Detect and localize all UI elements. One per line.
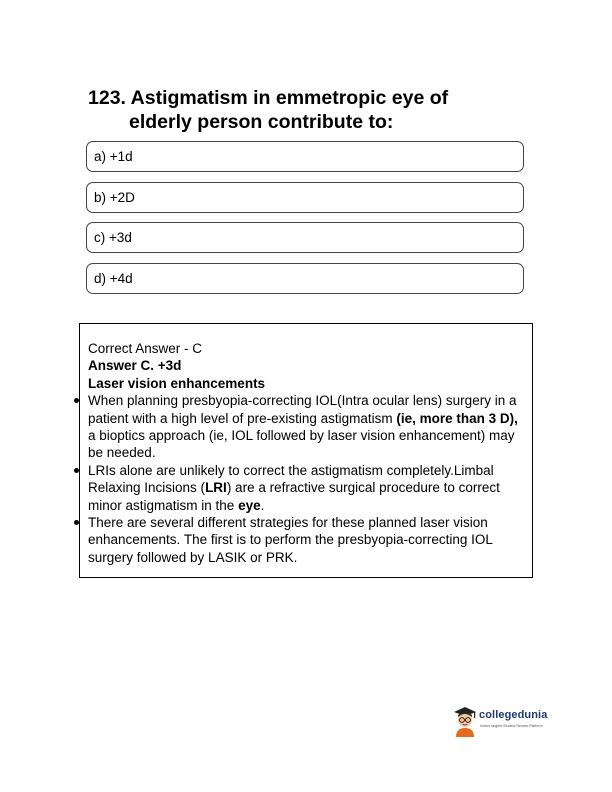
bullet-3-text-1: There are several different strategies for these planned laser vision enhancements. The first is to perform the presbyopia-correcting IOL surgery followed by LASIK or PRK. — [88, 515, 493, 565]
question-line-1: Astigmatism in emmetropic eye of — [130, 87, 449, 109]
bullet-dot-icon — [74, 468, 79, 473]
bullet-dot-icon — [74, 520, 79, 525]
answer-box — [79, 323, 533, 578]
bullet-item-1 — [88, 392, 528, 462]
answer-content — [88, 340, 528, 566]
bullet-2-text-1: LRIs alone are unlikely to correct the astigmatism completely.Limbal Relaxing Incisions ( — [88, 462, 494, 496]
question-line-2: elderly person contribute to: — [129, 111, 394, 133]
logo-tagline: India's largest Student Review Platform — [480, 724, 543, 728]
question-number: 123. — [88, 87, 126, 109]
bullet-1-bold-1: (ie, more than 3 D), — [396, 410, 518, 426]
bullet-2-text-3: . — [260, 497, 265, 513]
option-c[interactable]: c) +3d — [86, 222, 524, 253]
bullet-1-text-2: a bioptics approach (ie, IOL followed by laser vision enhancement) may be needed. — [88, 428, 515, 461]
bullet-item-2 — [88, 462, 528, 514]
bullet-dot-icon — [74, 398, 79, 403]
bullet-2-text-2: ) are a refractive surgical procedure to correct minor astigmatism in the — [88, 480, 500, 513]
mascot-icon — [452, 705, 478, 737]
logo-name: collegedunia — [479, 709, 548, 721]
bullet-1-text-1: When planning presbyopia-correcting IOL(Intra ocular lens) surgery in a patient with a high level of pre-existing astigmatism — [88, 393, 517, 426]
option-b[interactable]: b) +2D — [86, 182, 524, 213]
answer-heading: Answer C. +3d — [88, 358, 182, 374]
bullet-item-3 — [88, 514, 528, 566]
bullet-2-bold-2: eye — [238, 497, 261, 513]
bullet-2-bold-1: LRI — [205, 480, 227, 496]
collegedunia-logo — [452, 705, 572, 737]
option-d[interactable]: d) +4d — [86, 263, 524, 294]
correct-answer: Correct Answer - C — [88, 341, 203, 356]
answer-subheading: Laser vision enhancements — [88, 375, 266, 391]
question-title — [88, 86, 528, 134]
option-a[interactable]: a) +1d — [86, 141, 524, 172]
